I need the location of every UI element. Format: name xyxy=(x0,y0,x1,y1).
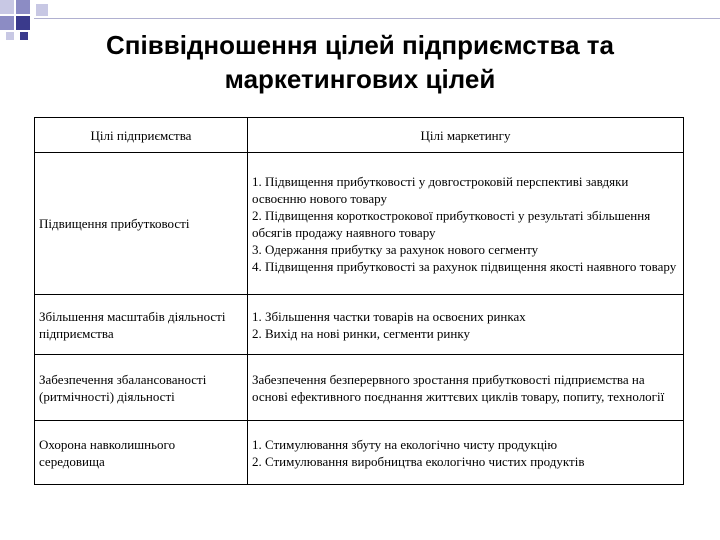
enterprise-goal-cell: Охорона навколишнього середовища xyxy=(35,421,248,485)
deco-square xyxy=(0,16,14,30)
marketing-goals-cell xyxy=(248,295,684,355)
enterprise-goal-cell: Підвищення прибутковості xyxy=(35,153,248,295)
marketing-goal-item: 4. Підвищення прибутковості за рахунок підвищення якості наявного товару xyxy=(252,258,677,274)
marketing-goal-item: 1. Збільшення частки товарів на освоєних ринках xyxy=(252,308,526,324)
title-line: Співвідношення цілей підприємства та xyxy=(106,30,614,60)
table-row xyxy=(35,153,684,295)
deco-square xyxy=(36,4,48,16)
enterprise-goal-cell: Забезпечення збалансованості (ритмічності) діяльності xyxy=(35,355,248,421)
deco-square xyxy=(0,0,14,14)
marketing-goals-cell xyxy=(248,153,684,295)
marketing-goal-item: 1. Стимулювання збуту на екологічно чисту продукцію xyxy=(252,436,558,452)
column-header: Цілі маркетингу xyxy=(248,118,684,153)
enterprise-goal-cell: Збільшення масштабів діяльності підприємства xyxy=(35,295,248,355)
deco-square xyxy=(20,32,28,40)
marketing-goal-item: 2. Підвищення короткострокової прибутковості у результаті збільшення обсягів продажу наявного товару xyxy=(252,207,651,240)
marketing-goal-item: 2. Вихід на нові ринки, сегменти ринку xyxy=(252,325,470,341)
marketing-goal-item: 2. Стимулювання виробництва екологічно чистих продуктів xyxy=(252,453,585,469)
decorative-line xyxy=(34,18,720,19)
marketing-goal-item: Забезпечення безперервного зростання прибутковості підприємства на основі ефективного поєднання життєвих циклів товару, попиту, технології xyxy=(252,371,665,404)
title-line: маркетингових цілей xyxy=(224,64,496,94)
column-header: Цілі підприємства xyxy=(35,118,248,153)
marketing-goals-cell xyxy=(248,355,684,421)
deco-square xyxy=(6,32,14,40)
marketing-goal-item: 3. Одержання прибутку за рахунок нового сегменту xyxy=(252,241,539,257)
table-header-row xyxy=(35,118,684,153)
deco-square xyxy=(16,0,30,14)
slide-title xyxy=(40,28,680,96)
table-row xyxy=(35,355,684,421)
deco-square xyxy=(16,16,30,30)
table-row xyxy=(35,421,684,485)
marketing-goal-item: 1. Підвищення прибутковості у довгостроковій перспективі завдяки освоєнню нового товару xyxy=(252,173,629,206)
table-row xyxy=(35,295,684,355)
marketing-goals-cell xyxy=(248,421,684,485)
goals-table xyxy=(34,117,684,485)
